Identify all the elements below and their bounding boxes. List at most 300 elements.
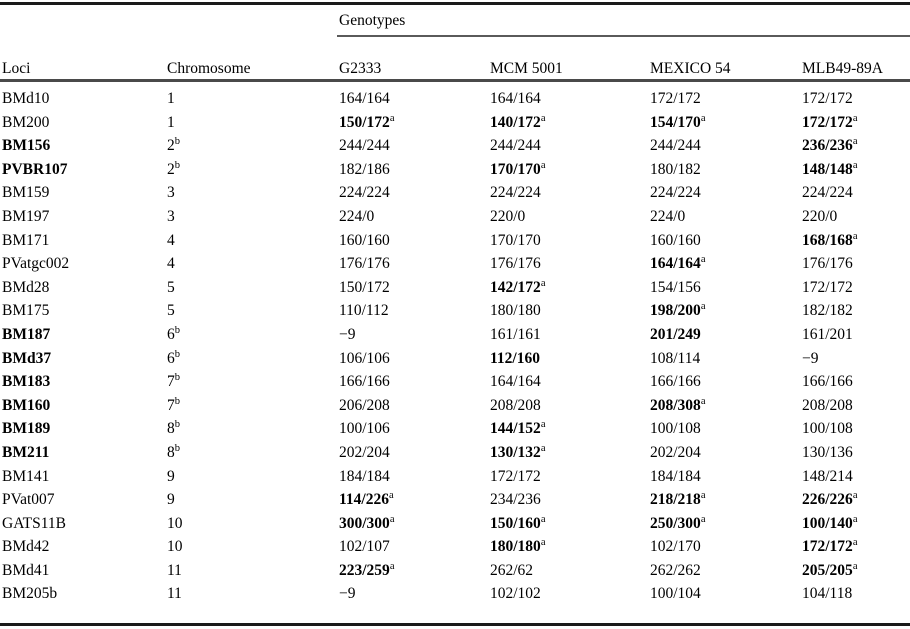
spanner-empty-chromosome bbox=[165, 0, 337, 34]
cell-mcm bbox=[488, 417, 648, 441]
cell-loci bbox=[0, 134, 165, 158]
cell-loci bbox=[0, 512, 165, 536]
cell-value: 172/172 bbox=[802, 538, 853, 556]
spanner-row bbox=[0, 0, 910, 34]
cell-g2333 bbox=[337, 134, 488, 158]
cell-mcm bbox=[488, 370, 648, 394]
table-row bbox=[0, 488, 910, 512]
cell-footnote-marker: a bbox=[700, 254, 706, 265]
cell-mcm bbox=[488, 111, 648, 135]
cell-value: 262/62 bbox=[490, 561, 534, 579]
cell-mexico bbox=[648, 252, 800, 276]
cell-mlb bbox=[800, 394, 910, 418]
cell-chrom bbox=[165, 276, 337, 300]
cell-chrom bbox=[165, 582, 337, 606]
cell-footnote-marker: a bbox=[389, 560, 395, 572]
cell-mcm bbox=[488, 535, 648, 559]
cell-footnote-marker: a bbox=[700, 301, 706, 313]
table-row bbox=[0, 252, 910, 276]
cell-mcm bbox=[488, 84, 648, 111]
cell-footnote-marker: a bbox=[852, 513, 858, 525]
cell-value: 140/172 bbox=[490, 113, 541, 131]
cell-mlb bbox=[800, 111, 910, 135]
cell-mlb bbox=[800, 441, 910, 465]
table-top-rule bbox=[0, 2, 910, 5]
cell-value: 4 bbox=[167, 255, 175, 273]
cell-mexico bbox=[648, 158, 800, 182]
cell-value: 10 bbox=[167, 514, 183, 532]
column-header-chromosome: Chromosome bbox=[167, 60, 251, 77]
cell-loci bbox=[0, 417, 165, 441]
cell-value: 11 bbox=[167, 585, 182, 603]
cell-value: 224/0 bbox=[339, 207, 375, 225]
cell-mexico bbox=[648, 276, 800, 300]
cell-value: BMd28 bbox=[2, 278, 50, 296]
cell-value: 9 bbox=[167, 491, 175, 509]
cell-footnote-marker: a bbox=[388, 489, 394, 501]
cell-loci bbox=[0, 465, 165, 489]
cell-mexico bbox=[648, 229, 800, 253]
cell-value: −9 bbox=[339, 585, 356, 603]
spanner-genotypes-label: Genotypes bbox=[339, 12, 406, 29]
cell-value: 224/224 bbox=[339, 184, 390, 202]
cell-mlb bbox=[800, 252, 910, 276]
cell-chrom bbox=[165, 535, 337, 559]
cell-footnote-marker: a bbox=[540, 159, 546, 171]
cell-value: 154/170 bbox=[650, 113, 701, 131]
cell-value: BM159 bbox=[2, 184, 50, 202]
cell-value: 166/166 bbox=[339, 373, 390, 391]
cell-mexico bbox=[648, 417, 800, 441]
cell-loci bbox=[0, 488, 165, 512]
table-row bbox=[0, 205, 910, 229]
cell-mcm bbox=[488, 158, 648, 182]
cell-footnote-marker: a bbox=[540, 112, 546, 124]
cell-g2333 bbox=[337, 111, 488, 135]
cell-value: 166/166 bbox=[650, 373, 701, 391]
cell-value: 206/208 bbox=[339, 396, 390, 414]
cell-mcm bbox=[488, 299, 648, 323]
cell-mexico bbox=[648, 465, 800, 489]
cell-value: 244/244 bbox=[339, 137, 390, 155]
cell-value: BM197 bbox=[2, 207, 50, 225]
cell-loci bbox=[0, 158, 165, 182]
cell-footnote-marker: a bbox=[700, 112, 706, 124]
cell-value: BM141 bbox=[2, 467, 50, 485]
cell-footnote-marker: b bbox=[174, 324, 181, 336]
spanner-empty-loci bbox=[0, 0, 165, 34]
cell-mexico bbox=[648, 535, 800, 559]
cell-value: 100/108 bbox=[650, 420, 701, 438]
cell-mlb bbox=[800, 276, 910, 300]
table-row bbox=[0, 229, 910, 253]
cell-value: 11 bbox=[167, 561, 182, 579]
cell-value: 148/214 bbox=[802, 467, 853, 485]
table-row bbox=[0, 582, 910, 606]
table-row bbox=[0, 465, 910, 489]
cell-loci bbox=[0, 441, 165, 465]
column-header-mcm-5001: MCM 5001 bbox=[490, 60, 563, 77]
cell-mlb bbox=[800, 181, 910, 205]
cell-mcm bbox=[488, 181, 648, 205]
cell-value: 6 bbox=[167, 349, 175, 367]
table-row bbox=[0, 535, 910, 559]
cell-g2333 bbox=[337, 488, 488, 512]
table-row bbox=[0, 394, 910, 418]
header-bottom-rule bbox=[0, 79, 910, 82]
cell-value: 100/104 bbox=[650, 585, 701, 603]
cell-value: PVat007 bbox=[2, 491, 55, 509]
table-row bbox=[0, 512, 910, 536]
cell-mexico bbox=[648, 394, 800, 418]
table-row bbox=[0, 441, 910, 465]
cell-value: 150/160 bbox=[490, 514, 541, 532]
cell-value: BMd42 bbox=[2, 538, 50, 556]
cell-mlb bbox=[800, 134, 910, 158]
cell-mlb bbox=[800, 465, 910, 489]
genotypes-spanner-rule bbox=[337, 35, 910, 37]
cell-mlb bbox=[800, 323, 910, 347]
table-row bbox=[0, 299, 910, 323]
cell-mexico bbox=[648, 205, 800, 229]
cell-value: 102/170 bbox=[650, 538, 701, 556]
cell-value: 224/224 bbox=[650, 184, 701, 202]
cell-value: BMd41 bbox=[2, 561, 50, 579]
cell-mlb bbox=[800, 370, 910, 394]
cell-value: 223/259 bbox=[339, 561, 390, 579]
column-header-loci: Loci bbox=[2, 60, 31, 77]
table-row bbox=[0, 417, 910, 441]
cell-mexico bbox=[648, 111, 800, 135]
cell-value: −9 bbox=[802, 349, 819, 367]
cell-mcm bbox=[488, 394, 648, 418]
cell-mcm bbox=[488, 488, 648, 512]
cell-value: 224/0 bbox=[650, 207, 686, 225]
cell-mcm bbox=[488, 323, 648, 347]
cell-value: 184/184 bbox=[650, 467, 701, 485]
cell-value: 160/160 bbox=[650, 231, 701, 249]
cell-value: 170/170 bbox=[490, 231, 541, 249]
cell-mcm bbox=[488, 582, 648, 606]
cell-value: BM160 bbox=[2, 396, 51, 414]
cell-value: 172/172 bbox=[802, 90, 853, 107]
column-header-mlb49-89a: MLB49-89A bbox=[802, 60, 883, 77]
cell-loci bbox=[0, 347, 165, 371]
cell-mexico bbox=[648, 323, 800, 347]
cell-footnote-marker: a bbox=[389, 112, 395, 124]
cell-chrom bbox=[165, 229, 337, 253]
cell-chrom bbox=[165, 181, 337, 205]
cell-g2333 bbox=[337, 158, 488, 182]
cell-value: 172/172 bbox=[650, 90, 701, 107]
cell-footnote-marker: a bbox=[700, 395, 706, 407]
cell-mlb bbox=[800, 299, 910, 323]
cell-mexico bbox=[648, 582, 800, 606]
cell-value: 208/208 bbox=[490, 396, 541, 414]
cell-mexico bbox=[648, 559, 800, 583]
cell-g2333 bbox=[337, 370, 488, 394]
cell-value: 170/170 bbox=[490, 160, 541, 178]
column-header-row bbox=[0, 34, 910, 84]
cell-value: 100/140 bbox=[802, 514, 853, 532]
cell-value: 100/108 bbox=[802, 420, 853, 438]
cell-loci bbox=[0, 205, 165, 229]
cell-value: 164/164 bbox=[339, 90, 390, 107]
cell-value: 150/172 bbox=[339, 278, 390, 296]
table-row bbox=[0, 323, 910, 347]
cell-g2333 bbox=[337, 323, 488, 347]
cell-mlb bbox=[800, 158, 910, 182]
cell-footnote-marker: a bbox=[540, 419, 546, 431]
cell-footnote-marker: a bbox=[852, 560, 858, 572]
cell-loci bbox=[0, 370, 165, 394]
cell-value: 102/102 bbox=[490, 585, 541, 603]
cell-value: 176/176 bbox=[339, 255, 390, 273]
table-row bbox=[0, 111, 910, 135]
cell-mcm bbox=[488, 465, 648, 489]
cell-mexico bbox=[648, 84, 800, 111]
table-row bbox=[0, 559, 910, 583]
cell-footnote-marker: a bbox=[852, 159, 858, 171]
table-bottom-rule bbox=[0, 623, 910, 626]
cell-value: 184/184 bbox=[339, 467, 390, 485]
cell-value: BM189 bbox=[2, 420, 51, 438]
cell-footnote-marker: a bbox=[852, 489, 858, 501]
cell-loci bbox=[0, 252, 165, 276]
cell-value: 262/262 bbox=[650, 561, 701, 579]
cell-value: 110/112 bbox=[339, 302, 389, 320]
cell-footnote-marker: b bbox=[174, 442, 181, 454]
cell-value: BM156 bbox=[2, 137, 51, 155]
cell-value: 150/172 bbox=[339, 113, 390, 131]
table-row bbox=[0, 181, 910, 205]
cell-value: 244/244 bbox=[650, 137, 701, 155]
cell-value: 164/164 bbox=[490, 90, 541, 107]
cell-g2333 bbox=[337, 205, 488, 229]
cell-g2333 bbox=[337, 582, 488, 606]
cell-value: 2 bbox=[167, 137, 175, 155]
cell-value: 8 bbox=[167, 420, 175, 438]
cell-value: 168/168 bbox=[802, 231, 853, 249]
cell-value: 244/244 bbox=[490, 137, 541, 155]
cell-value: 172/172 bbox=[490, 467, 541, 485]
cell-loci bbox=[0, 394, 165, 418]
table-row bbox=[0, 84, 910, 111]
cell-chrom bbox=[165, 465, 337, 489]
cell-chrom bbox=[165, 441, 337, 465]
cell-value: 224/224 bbox=[490, 184, 541, 202]
cell-value: BM171 bbox=[2, 231, 50, 249]
cell-mcm bbox=[488, 441, 648, 465]
cell-value: 166/166 bbox=[802, 373, 853, 391]
column-header-g2333: G2333 bbox=[339, 60, 382, 77]
table-body bbox=[0, 84, 910, 606]
cell-value: 226/226 bbox=[802, 491, 853, 509]
cell-chrom bbox=[165, 417, 337, 441]
table-row bbox=[0, 276, 910, 300]
cell-value: 144/152 bbox=[490, 420, 541, 438]
cell-value: 176/176 bbox=[802, 255, 853, 273]
table-row bbox=[0, 347, 910, 371]
cell-g2333 bbox=[337, 394, 488, 418]
cell-value: 161/161 bbox=[490, 325, 541, 343]
cell-value: 161/201 bbox=[802, 325, 853, 343]
cell-chrom bbox=[165, 559, 337, 583]
cell-mlb bbox=[800, 417, 910, 441]
cell-g2333 bbox=[337, 441, 488, 465]
cell-chrom bbox=[165, 84, 337, 111]
cell-chrom bbox=[165, 252, 337, 276]
cell-value: 108/114 bbox=[650, 349, 701, 367]
cell-value: 10 bbox=[167, 538, 183, 556]
cell-chrom bbox=[165, 299, 337, 323]
cell-footnote-marker: a bbox=[540, 513, 546, 525]
cell-loci bbox=[0, 111, 165, 135]
cell-value: 100/106 bbox=[339, 420, 390, 438]
cell-loci bbox=[0, 229, 165, 253]
cell-g2333 bbox=[337, 559, 488, 583]
cell-value: 7 bbox=[167, 373, 175, 391]
cell-value: 205/205 bbox=[802, 561, 853, 579]
cell-loci bbox=[0, 323, 165, 347]
cell-value: 202/204 bbox=[650, 443, 701, 461]
cell-g2333 bbox=[337, 181, 488, 205]
cell-chrom bbox=[165, 111, 337, 135]
cell-value: BMd37 bbox=[2, 349, 52, 367]
cell-value: 2 bbox=[167, 160, 175, 178]
cell-mcm bbox=[488, 134, 648, 158]
cell-g2333 bbox=[337, 417, 488, 441]
cell-value: BMd10 bbox=[2, 90, 50, 107]
cell-footnote-marker: a bbox=[852, 537, 858, 549]
cell-footnote-marker: b bbox=[174, 159, 181, 171]
cell-mlb bbox=[800, 229, 910, 253]
cell-mlb bbox=[800, 582, 910, 606]
cell-footnote-marker: a bbox=[389, 513, 395, 525]
cell-value: 182/182 bbox=[802, 302, 853, 320]
cell-g2333 bbox=[337, 276, 488, 300]
cell-value: PVatgc002 bbox=[2, 255, 70, 273]
cell-chrom bbox=[165, 323, 337, 347]
cell-value: BM211 bbox=[2, 443, 50, 461]
cell-footnote-marker: a bbox=[540, 277, 546, 289]
cell-value: 164/164 bbox=[490, 373, 541, 391]
cell-chrom bbox=[165, 158, 337, 182]
cell-value: 3 bbox=[167, 184, 175, 202]
cell-value: 130/132 bbox=[490, 443, 541, 461]
cell-value: PVBR107 bbox=[2, 160, 68, 178]
cell-value: 201/249 bbox=[650, 325, 701, 343]
cell-value: 9 bbox=[167, 467, 175, 485]
cell-footnote-marker: a bbox=[700, 489, 706, 501]
cell-chrom bbox=[165, 347, 337, 371]
cell-value: 1 bbox=[167, 90, 175, 107]
cell-value: BM205b bbox=[2, 585, 58, 603]
table-row bbox=[0, 158, 910, 182]
cell-mlb bbox=[800, 512, 910, 536]
cell-footnote-marker: a bbox=[852, 136, 858, 148]
cell-footnote-marker: a bbox=[700, 513, 706, 525]
cell-footnote-marker: a bbox=[540, 537, 546, 549]
cell-chrom bbox=[165, 205, 337, 229]
cell-footnote-marker: a bbox=[540, 442, 546, 454]
cell-mexico bbox=[648, 488, 800, 512]
cell-value: −9 bbox=[339, 325, 356, 343]
cell-value: 250/300 bbox=[650, 514, 701, 532]
cell-value: 176/176 bbox=[490, 255, 541, 273]
cell-mlb bbox=[800, 347, 910, 371]
cell-value: BM183 bbox=[2, 373, 51, 391]
cell-value: 130/136 bbox=[802, 443, 853, 461]
cell-value: 236/236 bbox=[802, 137, 853, 155]
spanner-genotypes bbox=[337, 0, 910, 34]
cell-value: 220/0 bbox=[802, 207, 838, 225]
cell-g2333 bbox=[337, 465, 488, 489]
cell-chrom bbox=[165, 488, 337, 512]
cell-value: 142/172 bbox=[490, 278, 541, 296]
cell-value: 208/208 bbox=[802, 396, 853, 414]
cell-value: 198/200 bbox=[650, 302, 701, 320]
cell-value: 5 bbox=[167, 278, 175, 296]
cell-value: 102/107 bbox=[339, 538, 390, 556]
cell-value: 180/182 bbox=[650, 160, 701, 178]
cell-chrom bbox=[165, 370, 337, 394]
cell-value: 104/118 bbox=[802, 585, 853, 603]
cell-value: 1 bbox=[167, 113, 175, 131]
cell-mexico bbox=[648, 299, 800, 323]
cell-value: 164/164 bbox=[650, 255, 701, 273]
cell-loci bbox=[0, 299, 165, 323]
cell-footnote-marker: b bbox=[174, 136, 181, 148]
cell-chrom bbox=[165, 512, 337, 536]
cell-value: 3 bbox=[167, 207, 175, 225]
cell-footnote-marker: a bbox=[852, 230, 858, 242]
cell-value: BM187 bbox=[2, 325, 51, 343]
cell-value: 300/300 bbox=[339, 514, 390, 532]
cell-value: 180/180 bbox=[490, 538, 541, 556]
table-row bbox=[0, 134, 910, 158]
cell-chrom bbox=[165, 394, 337, 418]
cell-mcm bbox=[488, 276, 648, 300]
cell-value: 8 bbox=[167, 443, 175, 461]
cell-loci bbox=[0, 181, 165, 205]
cell-loci bbox=[0, 535, 165, 559]
cell-value: 234/236 bbox=[490, 491, 541, 509]
cell-value: 172/172 bbox=[802, 278, 853, 296]
cell-g2333 bbox=[337, 347, 488, 371]
cell-g2333 bbox=[337, 535, 488, 559]
cell-value: 148/148 bbox=[802, 160, 853, 178]
cell-mcm bbox=[488, 512, 648, 536]
column-header-mexico-54: MEXICO 54 bbox=[650, 60, 731, 77]
cell-value: 218/218 bbox=[650, 491, 701, 509]
cell-value: 112/160 bbox=[490, 349, 540, 367]
cell-mcm bbox=[488, 252, 648, 276]
cell-g2333 bbox=[337, 299, 488, 323]
cell-footnote-marker: b bbox=[174, 371, 181, 383]
cell-mcm bbox=[488, 229, 648, 253]
cell-footnote-marker: b bbox=[174, 395, 181, 407]
cell-value: 220/0 bbox=[490, 207, 526, 225]
cell-footnote-marker: b bbox=[174, 419, 181, 431]
cell-loci bbox=[0, 582, 165, 606]
cell-mexico bbox=[648, 441, 800, 465]
cell-value: 154/156 bbox=[650, 278, 701, 296]
cell-mlb bbox=[800, 535, 910, 559]
cell-mcm bbox=[488, 559, 648, 583]
cell-value: 114/226 bbox=[339, 491, 389, 509]
cell-value: 180/180 bbox=[490, 302, 541, 320]
